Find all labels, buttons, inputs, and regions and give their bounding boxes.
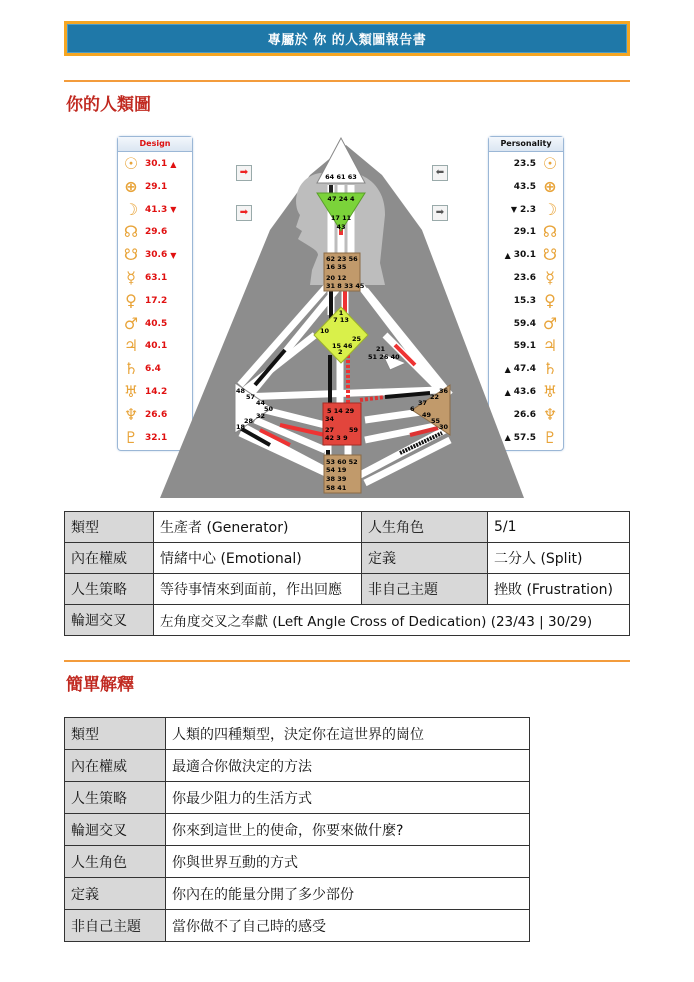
spleen-gate-50: 50	[264, 405, 274, 413]
cross-label: 輪迴交叉	[65, 605, 154, 636]
personality-value: 26.6	[513, 409, 536, 420]
term-label: 類型	[65, 718, 166, 750]
personality-value: 2.3	[520, 204, 536, 215]
divider	[64, 80, 630, 82]
design-arrow: ▲	[170, 159, 177, 169]
venus-icon: ♀	[544, 290, 556, 310]
pluto-icon: ♇	[542, 427, 558, 447]
explanation-table	[64, 717, 530, 942]
design-value: 17.2	[145, 295, 168, 306]
table-row	[65, 782, 530, 814]
g-gate-3: 10	[320, 327, 330, 335]
term-label: 人生角色	[65, 846, 166, 878]
personality-arrow: ▼	[510, 205, 518, 215]
design-value: 26.6	[145, 409, 168, 420]
authority-label: 內在權威	[65, 543, 154, 574]
term-description: 當你做不了自己時的感受	[166, 910, 530, 942]
sacral-gate-27: 27	[325, 426, 335, 434]
throat-gates-3: 20 12	[326, 274, 347, 282]
design-value: 6.4	[145, 364, 161, 375]
cross-value: 左角度交叉之奉獻 (Left Angle Cross of Dedication) (23/43 | 30/29)	[154, 605, 630, 636]
term-description: 你最少阻力的生活方式	[166, 782, 530, 814]
personality-value: 15.3	[513, 295, 536, 306]
table-row	[65, 718, 530, 750]
spleen-gate-44: 44	[256, 399, 266, 407]
south-node-icon: ☋	[123, 245, 139, 265]
section-title-explain: 簡單解釋	[66, 675, 134, 695]
pluto-icon: ♇	[123, 427, 139, 447]
sacral-gates-4: 42 3 9	[325, 434, 348, 442]
sun-icon: ☉	[123, 154, 139, 173]
design-value: 40.1	[145, 341, 168, 352]
spleen-gate-28: 28	[244, 417, 254, 425]
spleen-gate-32: 32	[256, 412, 266, 420]
spleen-gate-48: 48	[236, 387, 246, 395]
solar-gate-30: 30	[439, 423, 449, 431]
jupiter-icon: ♃	[542, 336, 558, 356]
personality-value: 30.1	[513, 250, 536, 261]
earth-icon: ⊕	[124, 176, 138, 196]
solar-gate-6: 6	[410, 405, 415, 413]
design-arrow-top-icon[interactable]: ➡	[236, 165, 252, 181]
earth-icon: ⊕	[543, 176, 557, 196]
term-description: 人類的四種類型，決定你在這世界的崗位	[166, 718, 530, 750]
root-gates-3: 38 39	[326, 475, 347, 483]
solar-gate-49: 49	[422, 411, 432, 419]
profile-value: 5/1	[488, 512, 630, 543]
ajna-gates: 47 24 4	[327, 195, 355, 203]
heart-gates-2: 51 26 40	[368, 353, 400, 361]
solar-gate-37: 37	[418, 399, 428, 407]
sun-icon: ☉	[542, 154, 558, 173]
mercury-icon: ☿	[545, 268, 555, 287]
throat-gates-1: 62 23 56	[326, 255, 358, 263]
ajna-gates-2: 17 11	[330, 214, 352, 222]
type-value: 生產者 (Generator)	[154, 512, 362, 543]
term-label: 定義	[65, 878, 166, 910]
personality-arrow-bottom-icon[interactable]: ➡	[432, 205, 448, 221]
g-gates-5: 15 46	[332, 342, 353, 350]
personality-arrow: ▲	[504, 387, 511, 397]
personality-value: 43.6	[513, 387, 536, 397]
definition-label: 定義	[362, 543, 488, 574]
design-panel-title: Design	[118, 137, 192, 152]
personality-value: 23.5	[513, 159, 536, 169]
sacral-gate-34: 34	[325, 415, 335, 423]
g-gate-4: 25	[352, 335, 362, 343]
type-label: 類型	[65, 512, 154, 543]
jupiter-icon: ♃	[123, 336, 139, 356]
saturn-icon: ♄	[542, 359, 558, 379]
design-value: 14.2	[145, 387, 168, 397]
design-value: 29.6	[145, 227, 168, 238]
north-node-icon: ☊	[542, 222, 558, 242]
spleen-gate-57: 57	[246, 393, 256, 401]
definition-value: 二分人 (Split)	[488, 543, 630, 574]
design-value: 63.1	[145, 273, 168, 283]
report-title: 專屬於 你 的人類圖報告書	[67, 24, 627, 53]
g-gate-6: 2	[338, 348, 343, 356]
table-row	[65, 910, 530, 942]
g-gate-1: 1	[338, 309, 344, 317]
mercury-icon: ☿	[126, 268, 136, 287]
section-title-chart: 你的人類圖	[66, 95, 151, 115]
table-row	[65, 878, 530, 910]
head-gates: 64 61 63	[325, 173, 357, 181]
report-banner	[64, 21, 630, 56]
divider	[64, 660, 630, 662]
g-gates-2: 7 13	[333, 316, 349, 324]
design-value: 40.5	[145, 318, 168, 329]
bodygraph-chart	[160, 135, 530, 500]
personality-panel-title: Personality	[489, 137, 563, 152]
solar-gate-36: 36	[439, 387, 449, 395]
term-label: 輪迴交叉	[65, 814, 166, 846]
mars-icon: ♂	[542, 313, 558, 333]
personality-value: 59.4	[513, 318, 536, 329]
throat-gates-2: 16 35	[326, 263, 347, 271]
design-arrow: ▼	[170, 205, 177, 215]
mars-icon: ♂	[123, 313, 139, 333]
root-gates-4: 58 41	[326, 484, 347, 492]
root-gates-1: 53 60 52	[326, 458, 358, 466]
term-label: 內在權威	[65, 750, 166, 782]
strategy-value: 等待事情來到面前，作出回應	[154, 574, 362, 605]
throat-gates-4: 31 8 33 45	[326, 282, 365, 290]
notself-value: 挫敗 (Frustration)	[488, 574, 630, 605]
personality-arrow: ▲	[504, 364, 511, 374]
personality-arrow-top-icon[interactable]: ⬅	[432, 165, 448, 181]
moon-icon: ☽	[123, 199, 139, 219]
moon-icon: ☽	[542, 199, 558, 219]
solar-gate-55: 55	[431, 417, 441, 425]
summary-table	[64, 511, 630, 636]
uranus-icon: ♅	[542, 382, 558, 401]
personality-arrow: ▲	[504, 250, 511, 260]
design-row	[122, 359, 164, 379]
personality-arrow: ▲	[504, 433, 511, 443]
term-description: 你內在的能量分開了多少部份	[166, 878, 530, 910]
term-description: 你與世界互動的方式	[166, 846, 530, 878]
venus-icon: ♀	[125, 290, 137, 310]
south-node-icon: ☋	[542, 245, 558, 265]
personality-value: 47.4	[513, 364, 536, 375]
term-description: 你來到這世上的使命，你要來做什麼?	[166, 814, 530, 846]
solar-gate-22: 22	[430, 393, 440, 401]
design-arrow-bottom-icon[interactable]: ➡	[236, 205, 252, 221]
heart-gate-1: 21	[376, 345, 386, 353]
term-label: 非自己主題	[65, 910, 166, 942]
sacral-gates-1: 5 14 29	[327, 407, 355, 415]
uranus-icon: ♅	[123, 382, 139, 401]
personality-value: 29.1	[513, 227, 536, 238]
spleen-gate-18: 18	[236, 423, 246, 431]
personality-value: 23.6	[513, 273, 536, 283]
profile-label: 人生角色	[362, 512, 488, 543]
design-value: 30.1	[145, 159, 168, 169]
table-row	[65, 750, 530, 782]
saturn-icon: ♄	[123, 359, 139, 379]
personality-value: 57.5	[513, 432, 536, 443]
table-row	[65, 846, 530, 878]
design-arrow: ▼	[170, 250, 177, 260]
strategy-label: 人生策略	[65, 574, 154, 605]
design-value: 30.6	[145, 250, 168, 261]
authority-value: 情緒中心 (Emotional)	[154, 543, 362, 574]
root-gates-2: 54 19	[326, 466, 347, 474]
design-value: 41.3	[145, 204, 168, 215]
term-label: 人生策略	[65, 782, 166, 814]
notself-label: 非自己主題	[362, 574, 488, 605]
neptune-icon: ♆	[542, 404, 558, 424]
table-row	[65, 814, 530, 846]
neptune-icon: ♆	[123, 404, 139, 424]
design-value: 29.1	[145, 181, 168, 192]
personality-value: 59.1	[513, 341, 536, 352]
sacral-gate-59: 59	[349, 426, 359, 434]
personality-value: 43.5	[513, 181, 536, 192]
ajna-gate-3: 43	[336, 223, 346, 231]
term-description: 最適合你做決定的方法	[166, 750, 530, 782]
north-node-icon: ☊	[123, 222, 139, 242]
design-value: 32.1	[145, 432, 168, 443]
